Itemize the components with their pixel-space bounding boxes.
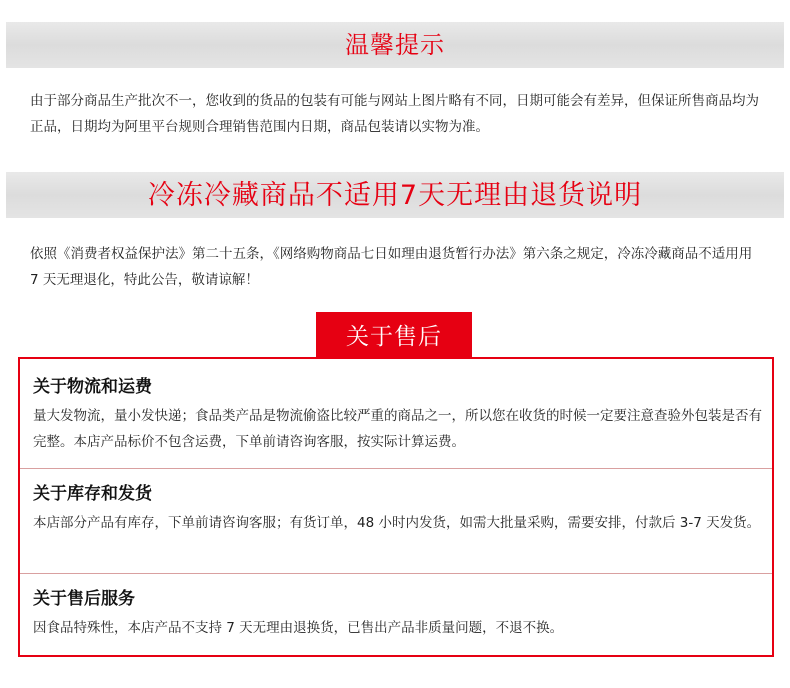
section-service [20, 587, 772, 641]
after-sales-tab-label: 关于售后 [346, 324, 442, 350]
section-body: 本店部分产品有库存，下单前请咨询客服；有货订单，48 小时内发货，如需大批量采购，需要安排，付款后 3-7 天发货。 [33, 515, 761, 531]
notice-banner [6, 22, 784, 68]
section-divider [20, 573, 772, 574]
notice-title: 温馨提示 [345, 31, 445, 59]
notice-text: 由于部分商品生产批次不一，您收到的货品的包装有可能与网站上图片略有不同，日期可能会有差异，但保证所售商品均为正品，日期均为阿里平台规则合理销售范围内日期，商品包装请以实物为准。 [30, 93, 759, 135]
section-title: 关于库存和发货 [33, 484, 152, 504]
return-policy-banner [6, 172, 784, 218]
section-logistics [20, 375, 772, 455]
section-title: 关于售后服务 [33, 589, 135, 609]
return-policy-title: 冷冻冷藏商品不适用7天无理由退货说明 [147, 179, 643, 211]
after-sales-box [18, 357, 774, 657]
section-title: 关于物流和运费 [33, 377, 152, 397]
return-policy-text: 依照《消费者权益保护法》第二十五条，《网络购物商品七日如理由退货暂行办法》第六条之规定，冷冻冷藏商品不适用用 7 天无理退化，特此公告，敬请谅解！ [30, 246, 753, 288]
section-body: 因食品特殊性，本店产品不支持 7 天无理由退换货，已售出产品非质量问题，不退不换。 [33, 620, 564, 636]
section-inventory [20, 482, 772, 536]
after-sales-tab [316, 312, 472, 357]
section-divider [20, 468, 772, 469]
section-body: 量大发物流，量小发快递；食品类产品是物流偷盗比较严重的商品之一，所以您在收货的时候一定要注意查验外包装是否有完整。本店产品标价不包含运费，下单前请咨询客服，按实际计算运费。 [33, 408, 762, 450]
